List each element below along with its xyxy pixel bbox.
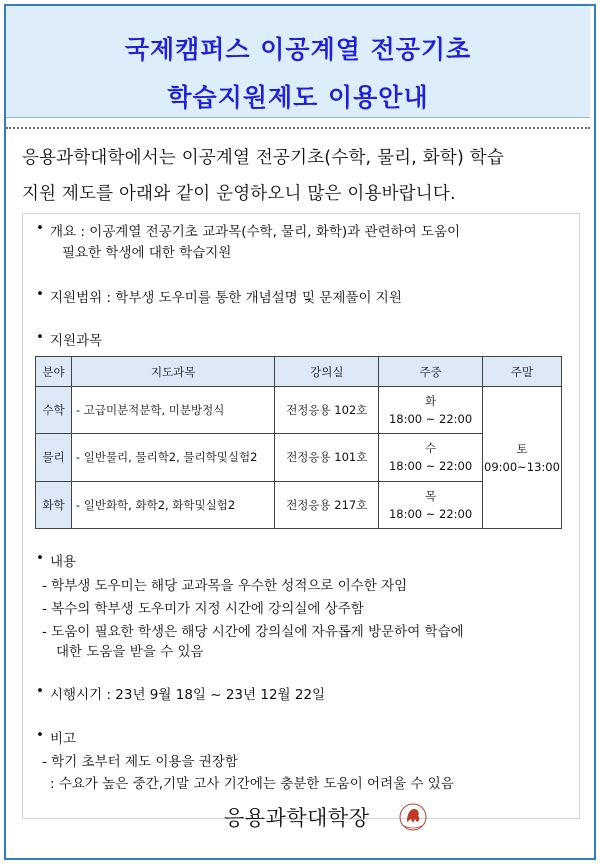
bullet-icon: •	[36, 329, 44, 345]
table-row	[36, 387, 562, 434]
remarks-item-1: - 학기 초부터 제도 이용을 권장함	[42, 754, 238, 770]
room-cell: 전정응용 102호	[275, 387, 379, 434]
title-line-1: 국제캠퍼스 이공계열 전공기초	[124, 35, 472, 64]
weekday-day: 화	[425, 394, 437, 409]
header-field: 분야	[36, 357, 72, 387]
remarks-item-2: : 수요가 높은 중간,기말 고사 기간에는 충분한 도움이 어려울 수 있음	[50, 776, 454, 792]
course-cell: - 일반물리, 물리학2, 물리학및실험2	[71, 434, 274, 481]
bullet-icon: •	[36, 550, 44, 566]
room-cell: 전정응용 217호	[275, 481, 379, 528]
weekend-time: 09:00~13:00	[484, 459, 560, 474]
overview-line-1: 개요 : 이공계열 전공기초 교과목(수학, 물리, 화학)과 관련하여 도움이	[50, 224, 461, 240]
field-cell: 물리	[36, 434, 72, 481]
weekday-time: 18:00 ~ 22:00	[388, 459, 473, 474]
details-heading: 내용	[50, 554, 77, 570]
subjects-table	[35, 356, 562, 529]
intro-line-2: 지원 제도를 아래와 같이 운영하오니 많은 이용바랍니다.	[22, 184, 456, 204]
weekday-day: 목	[425, 488, 437, 503]
weekend-cell	[482, 387, 561, 529]
weekday-time: 18:00 ~ 22:00	[388, 506, 473, 521]
course-cell: - 고급미분적분학, 미분방정식	[71, 387, 274, 434]
header-weekend: 주말	[482, 357, 561, 387]
overview-line-2: 필요한 학생에 대한 학습지원	[62, 245, 232, 261]
field-cell: 수학	[36, 387, 72, 434]
header-course: 지도과목	[71, 357, 274, 387]
details-item-3: - 도움이 필요한 학생은 해당 시간에 강의실에 자유롭게 방문하여 학습에	[42, 624, 464, 640]
details-item-1: - 학부생 도우미는 해당 교과목을 우수한 성적으로 이수한 자임	[42, 578, 408, 594]
weekday-cell	[379, 481, 483, 528]
header-room: 강의실	[275, 357, 379, 387]
field-cell: 화학	[36, 481, 72, 528]
course-cell: - 일반화학, 화학2, 화학및실험2	[71, 481, 274, 528]
table-header-row	[36, 357, 562, 387]
signature: 응용과학대학장	[224, 806, 370, 830]
details-item-3-cont: 대한 도움을 받을 수 있음	[56, 644, 204, 660]
weekend-day: 토	[516, 441, 528, 456]
bullet-icon: •	[36, 286, 44, 302]
bullet-icon: •	[36, 220, 44, 236]
details-item-2: - 복수의 학부생 도우미가 지정 시간에 강의실에 상주함	[42, 601, 364, 617]
title-banner	[6, 6, 590, 118]
bullet-icon: •	[36, 727, 44, 743]
room-cell: 전정응용 101호	[275, 434, 379, 481]
intro-line-1: 응용과학대학에서는 이공계열 전공기초(수학, 물리, 화학) 학습	[22, 148, 505, 168]
bullet-icon: •	[36, 683, 44, 699]
dotted-divider	[6, 127, 590, 129]
period-text: 시행시기 : 23년 9월 18일 ~ 23년 12월 22일	[50, 687, 326, 703]
university-seal-icon	[398, 802, 428, 832]
header-weekday: 주중	[379, 357, 483, 387]
weekday-time: 18:00 ~ 22:00	[388, 412, 473, 427]
remarks-heading: 비고	[50, 731, 77, 747]
weekday-day: 수	[425, 441, 437, 456]
subjects-heading: 지원과목	[50, 333, 103, 349]
weekday-cell	[379, 387, 483, 434]
weekday-cell	[379, 434, 483, 481]
scope-text: 지원범위 : 학부생 도우미를 통한 개념설명 및 문제풀이 지원	[50, 290, 402, 306]
title-line-2: 학습지원제도 이용안내	[167, 83, 429, 112]
